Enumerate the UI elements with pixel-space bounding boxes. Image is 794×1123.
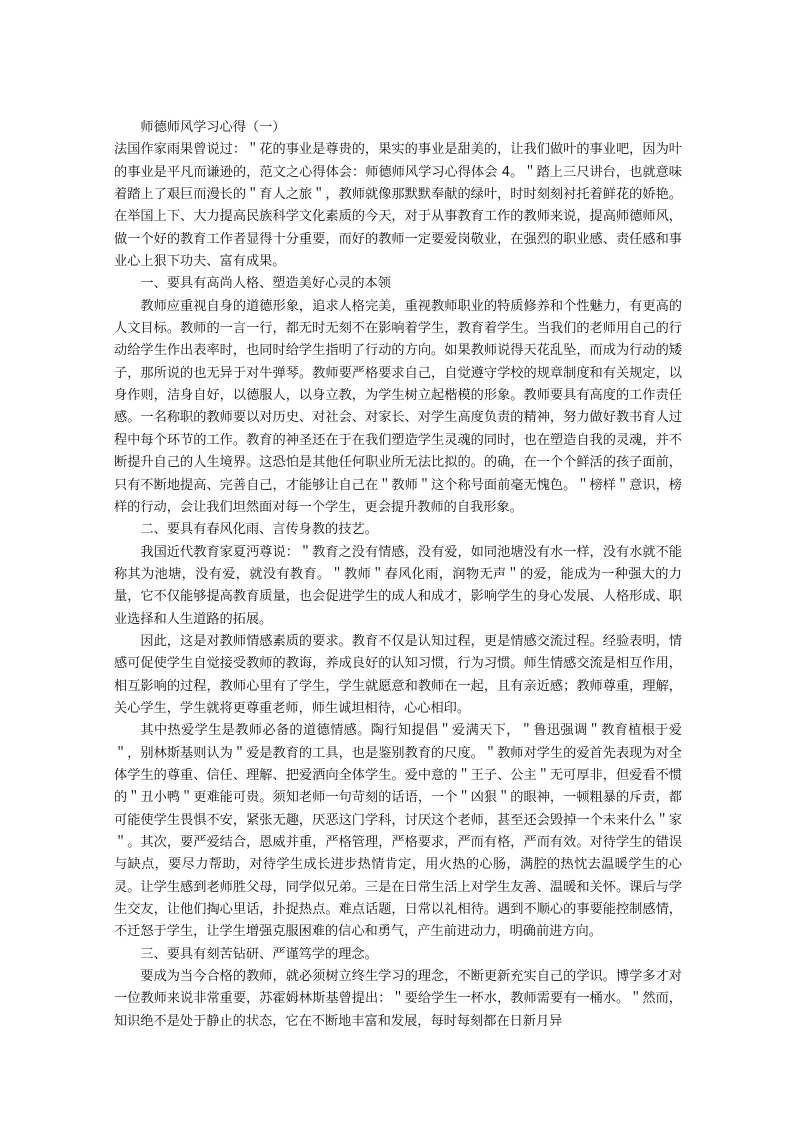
document-title: 师德师风学习心得（一）: [140, 120, 286, 135]
section-heading-1: 一、要具有高尚人格、塑造美好心灵的本领: [140, 276, 391, 292]
paragraph-intro: 法国作家雨果曾说过：＂花的事业是尊贵的，果实的事业是甜美的，让我们做叶的事业吧，因为叶的事业是平凡而谦逊的，范文之心得体会：师德师风学习心得体会 4。＂踏上三尺讲台，也就意味着踏上了艰巨而漫长的＂育人之旅＂，教师就像那默默奉献的绿叶，时时刻刻衬托着鲜花的娇艳。在举国上下、大力提高民族科学文化素质的今天，对于从事教育工作的教师来说，提高师德师风，做一个好的教育工作者显得十分重要，而好的教师一定要爱岗敬业，在强烈的职业感、责任感和事业心上狠下功夫、富有成果。: [114, 142, 682, 270]
paragraph-section-2b: 因此，这是对教师情感素质的要求。教育不仅是认知过程，更是情感交流过程。经验表明，情感可促使学生自觉接受教师的教诲，养成良好的认知习惯，行为习惯。师生情感交流是相互作用，相互影响的过程，教师心里有了学生，学生就愿意和教师在一起，且有亲近感；教师尊重，理解，关心学生，学生就将更尊重老师，师生诚坦相待，心心相印。: [114, 633, 682, 716]
paragraph-section-3: 要成为当今合格的教师，就必须树立终生学习的理念，不断更新充实自己的学识。博学多才对一位教师来说非常重要，苏霍姆林斯基曾提出：＂要给学生一杯水，教师需要有一桶水。＂然而，知识绝不是处于静止的状态，它在不断地丰富和发展，每时每刻都在日新月异: [114, 969, 682, 1029]
document-page: [114, 117, 682, 1033]
section-heading-2: 二、要具有春风化雨、言传身教的技艺。: [140, 522, 378, 538]
section-heading-3: 三、要具有刻苦钻研、严谨笃学的理念。: [140, 946, 378, 962]
paragraph-section-2a: 我国近代教育家夏沔尊说：＂教育之没有情感，没有爱，如同池塘没有水一样，没有水就不能称其为池塘，没有爱，就没有教育。＂教师＂春风化雨，润物无声＂的爱，能成为一种强大的力量，它不仅能够提高教育质量，也会促进学生的成人和成才，影响学生的身心发展、人格形成、职业选择和人生道路的拓展。: [114, 544, 682, 627]
paragraph-section-1: 教师应重视自身的道德形象，追求人格完美，重视教师职业的特质修养和个性魅力，有更高的人文目标。教师的一言一行，都无时无刻不在影响着学生，教育着学生。当我们的老师用自己的行动给学生作出表率时，也同时给学生指明了行动的方向。如果教师说得天花乱坠，而成为行动的矮子，那所说的也无异于对牛弹琴。教师要严格要求自己，自觉遵守学校的规章制度和有关规定，以身作则，洁身自好，以德服人，以身立教，为学生树立起楷模的形象。教师要具有高度的工作责任感。一名称职的教师要以对历史、对社会、对家长、对学生高度负责的精神，努力做好教书育人过程中每个环节的工作。教育的神圣还在于在我们塑造学生灵魂的同时，也在塑造自我的灵魂，并不断提升自己的人生境界。这恐怕是其他任何职业所无法比拟的。的确，在一个个鲜活的孩子面前，只有不断地提高、完善自己，才能够让自己在＂教师＂这个称号面前毫无愧色。＂榜样＂意识，榜样的行动，会让我们坦然面对每一个学生，更会提升教师的自我形象。: [114, 298, 682, 515]
paragraph-section-2c: 其中热爱学生是教师必备的道德情感。陶行知提倡＂爱满天下，＂鲁迅强调＂教育植根于爱＂，别林斯基则认为＂爱是教育的工具，也是鉴别教育的尺度。＂教师对学生的爱首先表现为对全体学生的尊重、信任、理解、把爱洒向全体学生。爱中意的＂王子、公主＂无可厚非，但爱看不惯的＂丑小鸭＂更难能可贵。须知老师一句苛刻的话语，一个＂凶狠＂的眼神，一顿粗暴的斥责，都可能使学生畏惧不安，紧张无趣，厌恶这门学科，讨厌这个老师，甚至还会毁掉一个未来什么＂家＂。其次，要严爱结合，恩威并重，严格管理，严格要求，严而有格，严而有效。对待学生的错误与缺点，要尽力帮助，对待学生成长进步热情肯定，用火热的心肠，满腔的热忱去温暖学生的心灵。让学生感到老师胜父母，同学似兄弟。三是在日常生活上对学生友善、温暖和关怀。课后与学生交友，让他们掏心里话，扑捉热点。难点话题，日常以礼相待。遇到不顺心的事要能控制感情，不迁怒于学生，让学生增强克服困难的信心和勇气，产生前进动力，明确前进方向。: [114, 723, 682, 940]
